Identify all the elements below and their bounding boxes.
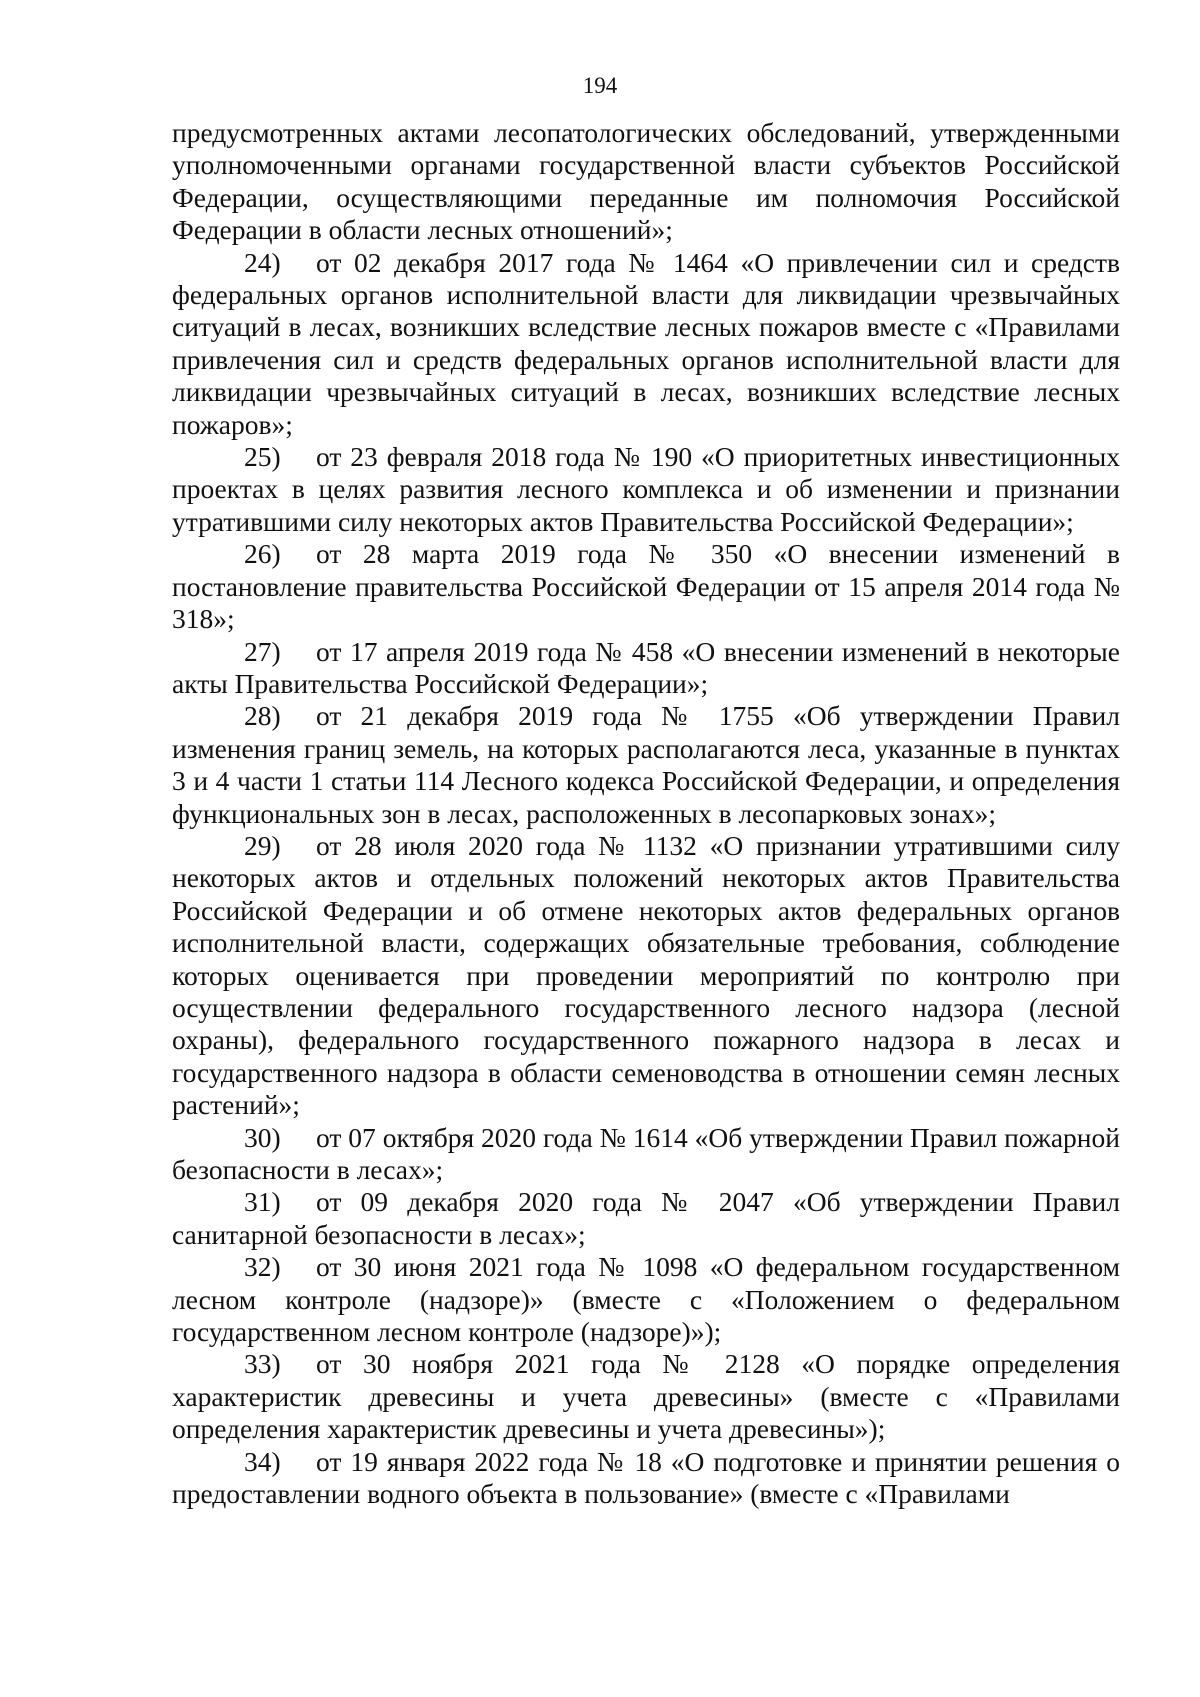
list-item bbox=[172, 441, 1120, 538]
list-item bbox=[172, 247, 1120, 441]
item-number: 28) bbox=[244, 700, 281, 732]
list-item bbox=[172, 1251, 1120, 1348]
document-body bbox=[172, 117, 1120, 1510]
item-number: 32) bbox=[244, 1251, 281, 1283]
list-item bbox=[172, 1348, 1120, 1445]
item-number: 34) bbox=[244, 1445, 281, 1477]
item-number: 29) bbox=[244, 829, 281, 861]
list-item bbox=[172, 1446, 1120, 1511]
page-number: 194 bbox=[582, 73, 618, 98]
list-item bbox=[172, 636, 1120, 701]
item-text: от 09 декабря 2020 года № 2047 «Об утверждении Правил санитарной безопасности в лесах»; bbox=[172, 1186, 1120, 1250]
item-text: от 19 января 2022 года № 18 «О подготовке и принятии решения о предоставлении водного объекта в пользование» (вместе с «Правилами bbox=[172, 1445, 1120, 1510]
item-text: от 07 октября 2020 года № 1614 «Об утверждении Правил пожарной безопасности в лесах»; bbox=[172, 1121, 1120, 1185]
item-number: 26) bbox=[244, 538, 281, 570]
list-item bbox=[172, 830, 1120, 1122]
item-text: от 23 февраля 2018 года № 190 «О приоритетных инвестиционных проектах в целях развития лесного комплекса и об изменении и признании утратившими силу некоторых актов Правительства Российской Федерации»; bbox=[172, 441, 1120, 537]
item-number: 33) bbox=[244, 1348, 281, 1380]
list-item bbox=[172, 1186, 1120, 1251]
item-number: 27) bbox=[244, 635, 281, 667]
item-text: от 02 декабря 2017 года № 1464 «О привлечении сил и средств федеральных органов исполнительной власти для ликвидации чрезвычайных ситуаций в лесах, возникших вследствие лесных пожаров вместе с «Правилами привлечения сил и средств федеральных органов исполнительной власти для ликвидации чрезвычайных ситуаций в лесах, возникших вследствие лесных пожаров»; bbox=[172, 246, 1120, 440]
list-item bbox=[172, 538, 1120, 635]
item-number: 24) bbox=[244, 246, 281, 278]
item-text: от 28 марта 2019 года № 350 «О внесении изменений в постановление правительства Российской Федерации от 15 апреля 2014 года № 318»; bbox=[172, 538, 1120, 635]
item-text: от 30 июня 2021 года № 1098 «О федеральном государственном лесном контроле (надзоре)» (вместе с «Положением о федеральном государственном лесном контроле (надзоре)»); bbox=[172, 1251, 1120, 1348]
item-text: от 17 апреля 2019 года № 458 «О внесении изменений в некоторые акты Правительства Российской Федерации»; bbox=[172, 635, 1120, 699]
item-number: 30) bbox=[244, 1121, 281, 1153]
intro-paragraph: предусмотренных актами лесопатологических обследований, утвержденными уполномоченными органами государственной власти субъектов Российской Федерации, осуществляющими переданные им полномочия Российской Федерации в области лесных отношений»; bbox=[172, 117, 1120, 246]
item-text: от 28 июля 2020 года № 1132 «О признании утратившими силу некоторых актов и отдельных положений некоторых актов Правительства Российской Федерации и об отмене некоторых актов федеральных органов исполнительной власти, содержащих обязательные требования, соблюдение которых оценивается при проведении мероприятий по контролю при осуществлении федерального государственного лесного надзора (лесной охраны), федерального государственного пожарного надзора в лесах и государственного надзора в области семеноводства в отношении семян лесных растений»; bbox=[172, 829, 1120, 1121]
list-item bbox=[172, 700, 1120, 830]
item-text: от 30 ноября 2021 года № 2128 «О порядке определения характеристик древесины и учета древесины» (вместе с «Правилами определения характеристик древесины и учета древесины»); bbox=[172, 1348, 1120, 1445]
item-text: от 21 декабря 2019 года № 1755 «Об утверждении Правил изменения границ земель, на которых располагаются леса, указанные в пунктах 3 и 4 части 1 статьи 114 Лесного кодекса Российской Федерации, и определения функциональных зон в лесах, расположенных в лесопарковых зонах»; bbox=[172, 700, 1120, 829]
list-item bbox=[172, 1122, 1120, 1187]
item-number: 31) bbox=[244, 1186, 281, 1218]
item-number: 25) bbox=[244, 441, 281, 473]
